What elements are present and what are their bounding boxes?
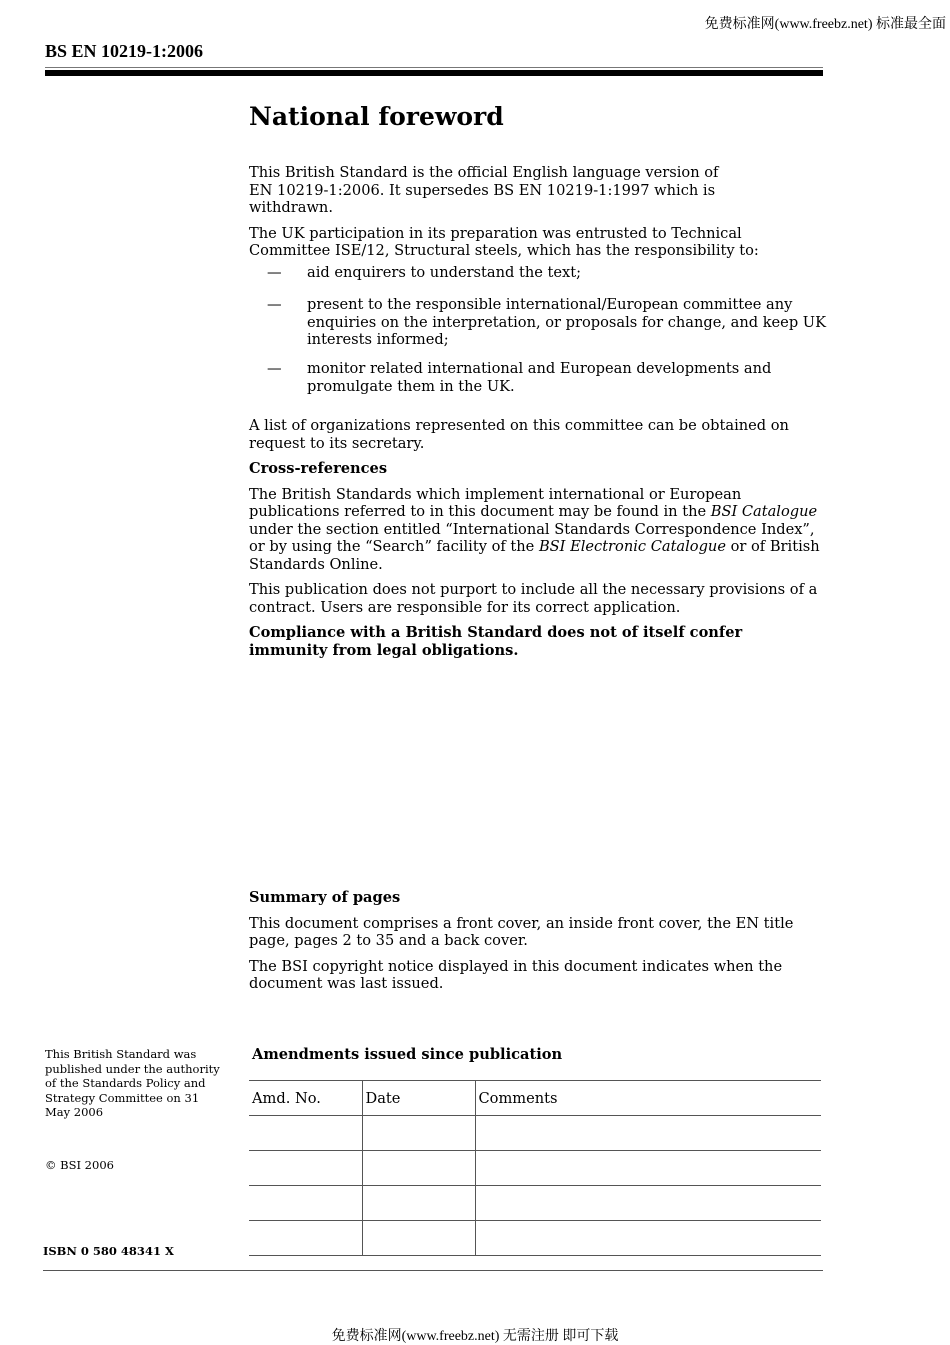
watermark-bottom: 免费标准网(www.freebz.net) 无需注册 即可下载	[331, 1329, 619, 1344]
list-item-text: monitor related international and European developments and promulgate them in the UK.	[307, 360, 772, 395]
column-header-amd-no: Amd. No.	[249, 1081, 362, 1116]
table-row	[249, 1151, 821, 1186]
table-cell	[475, 1151, 821, 1186]
table-cell	[362, 1116, 475, 1151]
intro-paragraph-1: This British Standard is the official English language version of EN 10219-1:2006. It supersedes BS EN 10219-1:1997 which is withdrawn.	[249, 164, 719, 216]
amendments-table	[249, 1080, 821, 1256]
bsi-catalogue-title: BSI Catalogue	[710, 503, 818, 520]
table-row	[249, 1221, 821, 1256]
cross-references-paragraph	[249, 486, 824, 574]
table-cell	[249, 1221, 362, 1256]
compliance-statement: Compliance with a British Standard does not of itself confer immunity from legal obligations.	[249, 624, 743, 659]
summary-heading: Summary of pages	[249, 889, 401, 906]
table-cell	[249, 1116, 362, 1151]
summary-paragraph-1: This document comprises a front cover, an inside front cover, the EN title page, pages 2 to 35 and a back cover.	[249, 914, 794, 949]
intro-section	[249, 164, 824, 260]
table-cell	[475, 1186, 821, 1221]
document-code: BS EN 10219-1:2006	[45, 41, 204, 61]
cross-ref-text-c: or of British Standards Online.	[249, 538, 820, 573]
bsi-electronic-catalogue-title: BSI Electronic Catalogue	[538, 538, 726, 555]
header-rule-thin	[45, 67, 823, 68]
cross-references-heading: Cross-references	[249, 460, 388, 477]
isbn: ISBN 0 580 48341 X	[43, 1244, 174, 1258]
page-title: National foreword	[249, 102, 504, 131]
cross-ref-text-a: The British Standards which implement international or European publications referred to in this document may be found in the	[249, 485, 742, 520]
summary-paragraph-2: The BSI copyright notice displayed in this document indicates when the document was last issued.	[249, 957, 783, 992]
amendments-title: Amendments issued since publication	[252, 1046, 563, 1063]
summary-section	[249, 889, 824, 993]
cross-ref-text-b: under the section entitled “International Standards Correspondence Index”, or by using the “Search” facility of the	[249, 520, 815, 555]
provisions-paragraph: This publication does not purport to include all the necessary provisions of a contract. Users are responsible for its correct application.	[249, 581, 818, 616]
table-cell	[475, 1116, 821, 1151]
committee-section	[249, 417, 824, 659]
watermark-top: 免费标准网(www.freebz.net) 标准最全面	[704, 17, 946, 32]
copyright-notice: © BSI 2006	[45, 1158, 114, 1172]
table-cell	[475, 1221, 821, 1256]
list-dash: —	[267, 360, 282, 377]
table-cell	[249, 1151, 362, 1186]
publication-authority: This British Standard was published under the authority of the Standards Policy and Strategy Committee on 31 May 2006	[45, 1047, 220, 1119]
header-rule-thick	[45, 70, 823, 76]
footer-rule	[43, 1270, 823, 1271]
column-header-comments: Comments	[475, 1081, 821, 1116]
column-header-date: Date	[362, 1081, 475, 1116]
intro-paragraph-2: The UK participation in its preparation was entrusted to Technical Committee ISE/12, Structural steels, which has the responsibility to:	[249, 224, 759, 259]
committee-list-paragraph: A list of organizations represented on this committee can be obtained on request to its secretary.	[249, 417, 789, 452]
list-item-text: aid enquirers to understand the text;	[307, 264, 582, 281]
list-dash: —	[267, 264, 282, 281]
list-dash: —	[267, 296, 282, 313]
table-cell	[249, 1186, 362, 1221]
table-row	[249, 1116, 821, 1151]
table-header-row	[249, 1081, 821, 1116]
table-cell	[362, 1151, 475, 1186]
table-cell	[362, 1221, 475, 1256]
table-row	[249, 1186, 821, 1221]
table-cell	[362, 1186, 475, 1221]
list-item-text: present to the responsible international/European committee any enquiries on the interpretation, or proposals for change, and keep UK interests informed;	[307, 296, 827, 348]
